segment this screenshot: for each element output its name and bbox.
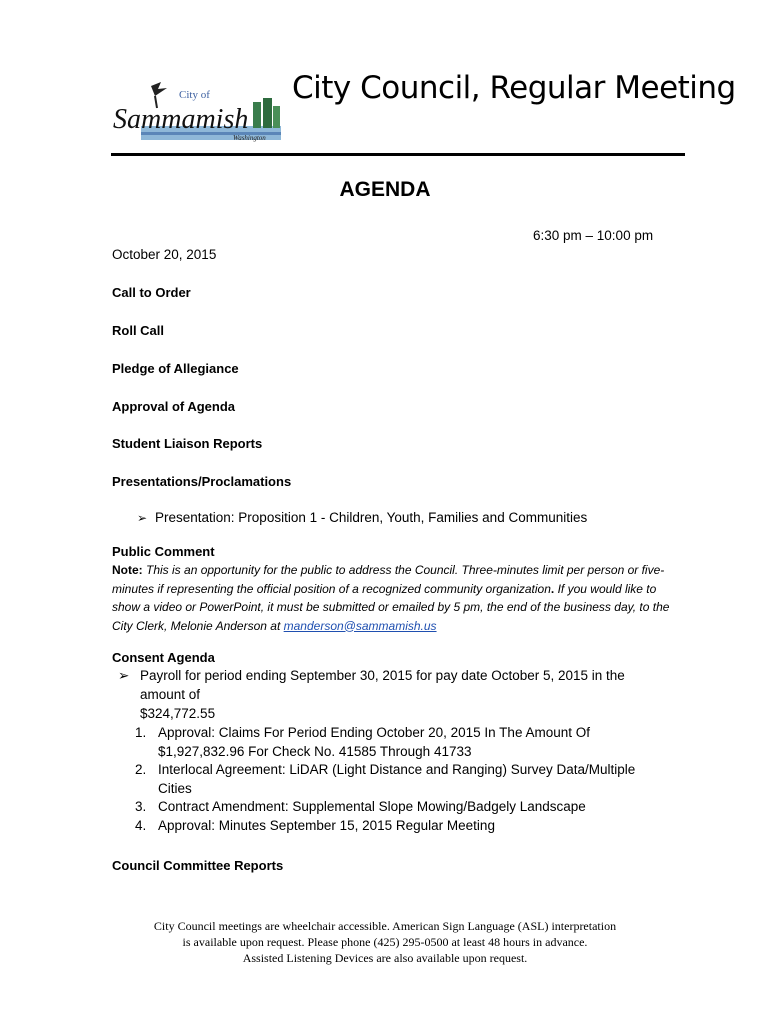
clerk-email-link[interactable]: manderson@sammamish.us (283, 618, 437, 633)
list-item: 1. Approval: Claims For Period Ending October 20, 2015 In The Amount Of $1,927,832.96 For Check No. 41585 Through 41733 (135, 725, 590, 759)
consent-numbered-list (135, 724, 655, 835)
presentation-item-text: Presentation: Proposition 1 - Children, Youth, Families and Communities (155, 510, 588, 525)
section-public-comment: Public Comment (112, 544, 215, 559)
section-roll-call: Roll Call (112, 323, 165, 338)
section-call-to-order: Call to Order (112, 285, 191, 300)
note-period: . (550, 581, 555, 596)
arrow-bullet-icon: ➢ (137, 511, 148, 525)
note-label: Note: (112, 563, 143, 577)
list-item: 2. Interlocal Agreement: LiDAR (Light Distance and Ranging) Survey Data/Multiple Cities (135, 762, 636, 796)
section-consent-agenda: Consent Agenda (112, 650, 215, 665)
city-logo (111, 80, 283, 144)
public-comment-note (112, 561, 672, 635)
section-council-committee: Council Committee Reports (112, 858, 284, 873)
logo-name-text: Sammamish (113, 104, 249, 135)
note-text-1: This is an opportunity for the public to address the Council. Three-minutes limit per person or five-minutes if representing the official position of a recognized community organization (112, 563, 665, 596)
arrow-bullet-icon: ➢ (118, 668, 130, 683)
section-approval-agenda: Approval of Agenda (112, 399, 236, 414)
meeting-date: October 20, 2015 (112, 247, 217, 262)
section-pledge: Pledge of Allegiance (112, 361, 239, 376)
meeting-time: 6:30 pm – 10:00 pm (533, 228, 654, 243)
payroll-line-1: Payroll for period ending September 30, 2015 for pay date October 5, 2015 in the (140, 668, 625, 683)
header-divider (111, 153, 685, 156)
bird-and-trees-logo-icon (111, 80, 283, 144)
agenda-heading: AGENDA (339, 178, 431, 201)
consent-payroll-item (118, 666, 658, 723)
logo-sub-text: Washington (233, 134, 266, 142)
footer-line-3: Assisted Listening Devices are also available upon request. (242, 951, 528, 965)
presentation-item (137, 510, 587, 525)
payroll-line-2: amount of (140, 687, 201, 702)
footer-line-1: City Council meetings are wheelchair accessible. American Sign Language (ASL) interpretation (153, 919, 617, 933)
section-student-liaison: Student Liaison Reports (112, 436, 263, 451)
page-title: City Council, Regular Meeting (292, 70, 736, 106)
payroll-line-3: $324,772.55 (140, 706, 216, 721)
footer-line-2: is available upon request. Please phone (425) 295-0500 at least 48 hours in advance. (182, 935, 588, 949)
accessibility-footer (0, 918, 770, 966)
section-presentations: Presentations/Proclamations (112, 474, 292, 489)
list-item: 3. Contract Amendment: Supplemental Slope Mowing/Badgely Landscape (135, 799, 586, 814)
list-item: 4. Approval: Minutes September 15, 2015 Regular Meeting (135, 817, 495, 833)
note-text-2: If you would like to show a video or PowerPoint, it must be submitted or emailed by 5 pm, the end of the business day, to the City Clerk, Melonie Anderson at (112, 581, 670, 633)
logo-top-text: City of (179, 89, 210, 101)
